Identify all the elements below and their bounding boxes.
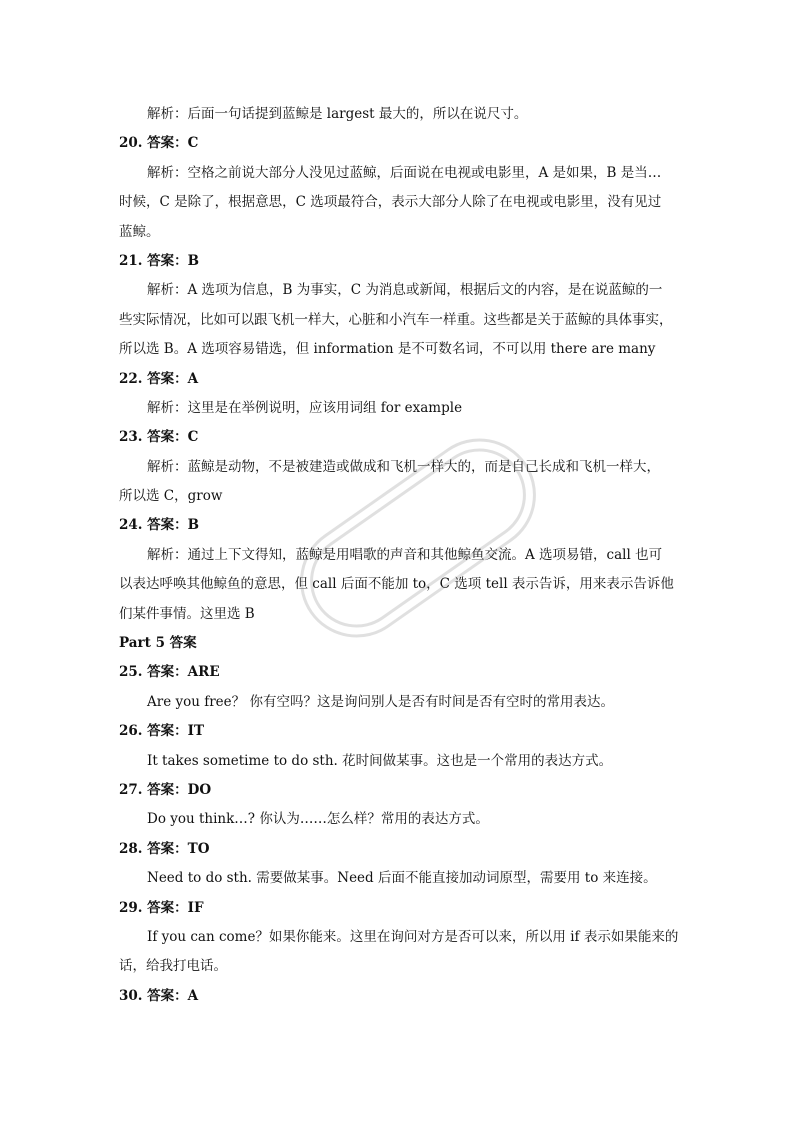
answer-heading: 21. 答案：B [119,252,200,269]
answer-heading: Part 5 答案 [119,635,197,652]
text-line: 解析：通过上下文得知，蓝鲸是用唱歌的声音和其他鲸鱼交流。A 选项易错，call 也可 [147,546,663,563]
text-line: Do you think…? 你认为……怎么样？常用的表达方式。 [147,811,489,828]
text-line: If you can come？如果你能来。这里在询问对方是否可以来，所以用 if 表示如果能来的 [147,928,679,945]
text-line: 解析：空格之前说大部分人没见过蓝鲸，后面说在电视或电影里，A 是如果，B 是当… [147,164,662,181]
answer-heading: 23. 答案：C [119,429,199,446]
text-line: Need to do sth. 需要做某事。Need 后面不能直接加动词原型，需要用 to 来连接。 [147,870,657,887]
text-line: 解析：蓝鲸是动物，不是被建造或做成和飞机一样大的，而是自己长成和飞机一样大， [147,458,660,475]
answer-heading: 29. 答案：IF [119,899,204,916]
answer-heading: 25. 答案：ARE [119,664,220,681]
text-line: 蓝鲸。 [119,223,160,240]
answer-heading: 26. 答案：IT [119,723,205,740]
text-line: 解析：后面一句话提到蓝鲸是 largest 最大的，所以在说尺寸。 [147,106,528,122]
text-line: 解析：这里是在举例说明，应该用词组 for example [147,399,463,416]
text-line: It takes sometime to do sth. 花时间做某事。这也是一个常用的表达方式。 [147,752,613,769]
answer-heading: 30. 答案：A [119,987,199,1004]
text-line: 话，给我打电话。 [119,958,227,975]
answer-heading: 27. 答案：DO [119,781,212,798]
text-line: 们某件事情。这里选 B [119,605,255,622]
text-line: 些实际情况，比如可以跟飞机一样大，心脏和小汽车一样重。这些都是关于蓝鲸的具体事实， [119,311,673,328]
text-line: 以表达呼唤其他鲸鱼的意思，但 call 后面不能加 to，C 选项 tell 表示告诉，用来表示告诉他 [119,576,674,593]
document-body [119,100,679,1011]
text-line: Are you free？ 你有空吗？这是询问别人是否有时间是否有空时的常用表达。 [147,693,614,710]
text-line: 时候，C 是除了，根据意思，C 选项最符合，表示大部分人除了在电视或电影里，没有见过 [119,194,662,211]
text-line: 所以选 B。A 选项容易错选，但 information 是不可数名词，不可以用 there are many [119,341,656,358]
answer-heading: 24. 答案：B [119,517,200,534]
answer-heading: 28. 答案：TO [119,840,210,857]
text-line: 所以选 C，grow [119,488,223,505]
text-line: 解析：A 选项为信息，B 为事实，C 为消息或新闻，根据后文的内容，是在说蓝鲸的一 [147,282,663,299]
answer-heading: 22. 答案：A [119,370,199,387]
answer-heading: 20. 答案：C [119,135,199,152]
